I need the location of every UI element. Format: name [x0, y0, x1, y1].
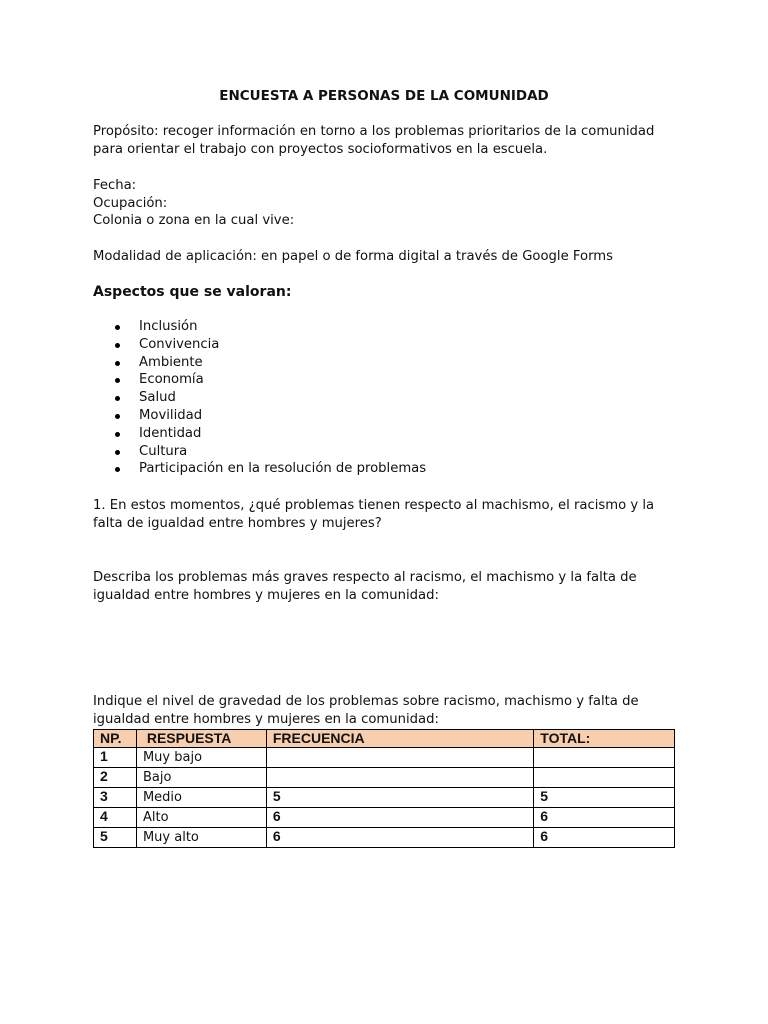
cell-respuesta: Bajo	[136, 768, 266, 788]
header-respuesta: RESPUESTA	[136, 730, 266, 748]
cell-frecuencia: 6	[266, 828, 533, 848]
list-item: Ambiente	[93, 354, 426, 372]
table-row	[94, 768, 675, 788]
fecha-label: Fecha:	[93, 178, 137, 193]
table-row	[94, 828, 675, 848]
cell-respuesta: Muy alto	[136, 828, 266, 848]
table-row	[94, 788, 675, 808]
cell-frecuencia: 6	[266, 808, 533, 828]
bullet-icon	[115, 414, 120, 419]
document-title: ENCUESTA A PERSONAS DE LA COMUNIDAD	[219, 88, 549, 104]
bullet-icon	[115, 467, 120, 472]
cell-np: 3	[94, 788, 137, 808]
question-1: 1. En estos momentos, ¿qué problemas tienen respecto al machismo, el racismo y la falta de igualdad entre hombres y mujeres?	[93, 498, 655, 531]
cell-respuesta: Alto	[136, 808, 266, 828]
cell-frecuencia	[266, 748, 533, 768]
bullet-icon	[115, 343, 120, 348]
cell-np: 2	[94, 768, 137, 788]
bullet-icon	[115, 361, 120, 366]
colonia-label: Colonia o zona en la cual vive:	[93, 213, 295, 228]
bullet-icon	[115, 325, 120, 330]
table-header-row	[94, 730, 675, 748]
modalidad-text: Modalidad de aplicación: en papel o de forma digital a través de Google Forms	[93, 249, 613, 264]
table-row	[94, 748, 675, 768]
list-item: Cultura	[93, 443, 426, 461]
cell-frecuencia	[266, 768, 533, 788]
list-item: Participación en la resolución de problemas	[93, 460, 426, 478]
describe-text: Describa los problemas más graves respecto al racismo, el machismo y la falta de igualdad entre hombres y mujeres en la comunidad:	[93, 570, 637, 603]
cell-total	[534, 748, 675, 768]
cell-np: 4	[94, 808, 137, 828]
ocupacion-label: Ocupación:	[93, 196, 168, 211]
cell-np: 5	[94, 828, 137, 848]
list-item: Salud	[93, 389, 426, 407]
bullet-icon	[115, 432, 120, 437]
bullet-icon	[115, 396, 120, 401]
header-np: NP.	[94, 730, 137, 748]
frequency-table	[93, 729, 675, 848]
purpose-text: Propósito: recoger información en torno a los problemas prioritarios de la comunidad para orientar el trabajo con proyectos socioformativos en la escuela.	[93, 124, 655, 157]
bullet-icon	[115, 378, 120, 383]
aspects-heading: Aspectos que se valoran:	[93, 284, 292, 300]
table-row	[94, 808, 675, 828]
cell-np: 1	[94, 748, 137, 768]
cell-total: 6	[534, 828, 675, 848]
indique-text: Indique el nivel de gravedad de los problemas sobre racismo, machismo y falta de igualdad entre hombres y mujeres en la comunidad:	[93, 694, 639, 727]
header-total: TOTAL:	[534, 730, 675, 748]
aspects-list	[93, 318, 426, 478]
header-frecuencia: FRECUENCIA	[266, 730, 533, 748]
cell-total: 5	[534, 788, 675, 808]
list-item: Identidad	[93, 425, 426, 443]
bullet-icon	[115, 450, 120, 455]
list-item: Inclusión	[93, 318, 426, 336]
cell-frecuencia: 5	[266, 788, 533, 808]
cell-total	[534, 768, 675, 788]
list-item: Convivencia	[93, 336, 426, 354]
list-item: Movilidad	[93, 407, 426, 425]
cell-total: 6	[534, 808, 675, 828]
cell-respuesta: Muy bajo	[136, 748, 266, 768]
cell-respuesta: Medio	[136, 788, 266, 808]
list-item: Economía	[93, 371, 426, 389]
